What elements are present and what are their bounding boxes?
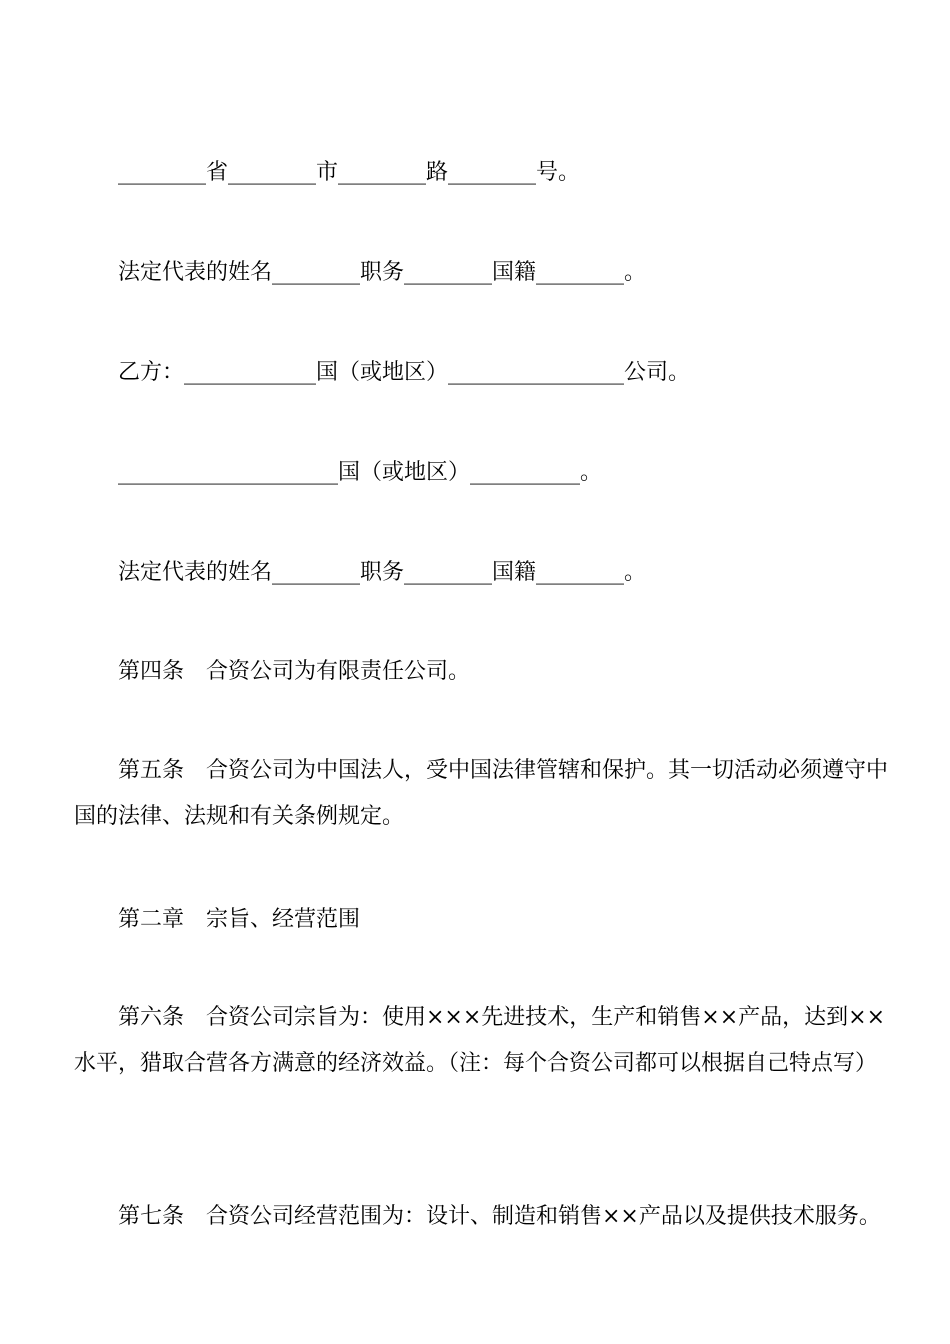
- chapter-2-heading: 第二章 宗旨、经营范围: [118, 907, 361, 932]
- article-6: 第六条 合资公司宗旨为：使用×××先进技术，生产和销售××产品，达到××水平，猎取合营各方满意的经济效益。（注：每个合资公司都可以根据自己特点写）: [74, 1005, 886, 1076]
- article-4: 第四条 合资公司为有限责任公司。: [118, 659, 471, 684]
- party-a-representative-line: 法定代表的姓名________职务________国籍________。: [118, 260, 647, 285]
- address-line: ________省________市________路________号。: [118, 160, 581, 185]
- party-b-representative-line: 法定代表的姓名________职务________国籍________。: [118, 560, 647, 585]
- article-7: 第七条 合资公司经营范围为：设计、制造和销售××产品以及提供技术服务。: [118, 1204, 881, 1229]
- party-b-line: 乙方：____________国（或地区）________________公司。: [118, 360, 691, 385]
- article-5: 第五条 合资公司为中国法人，受中国法律管辖和保护。其一切活动必须遵守中国的法律、法规和有关条例规定。: [74, 758, 889, 829]
- party-b-address-line: ____________________国（或地区）__________。: [118, 460, 603, 485]
